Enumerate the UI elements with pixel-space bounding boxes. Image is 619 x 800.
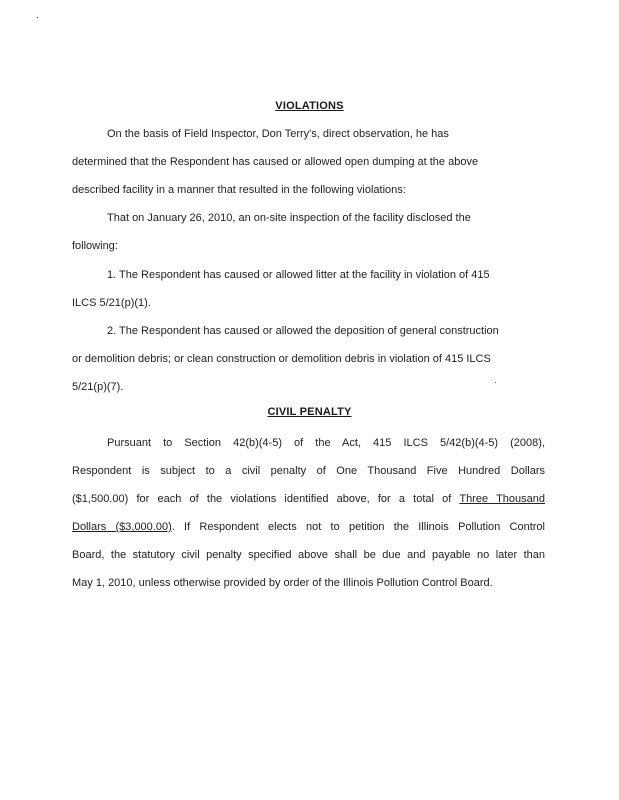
penalty-line-1: Pursuant to Section 42(b)(4-5) of the Act, 415 ILCS 5/42(b)(4-5) (2008),: [107, 437, 545, 449]
scan-speck: [37, 17, 38, 18]
penalty-line-3: [72, 492, 545, 506]
inspection-line-2: following:: [72, 240, 118, 252]
scan-speck: [495, 382, 496, 383]
penalty-line-4: [72, 520, 545, 534]
penalty-line-2: Respondent is subject to a civil penalty of One Thousand Five Hundred Dollars: [72, 465, 545, 477]
penalty-line-5: Board, the statutory civil penalty specified above shall be due and payable no later than: [72, 549, 545, 561]
violations-heading: VIOLATIONS: [275, 100, 344, 112]
penalty-line-6: May 1, 2010, unless otherwise provided by order of the Illinois Pollution Control Board.: [72, 577, 493, 589]
item2-line-1: 2. The Respondent has caused or allowed the deposition of general construction: [107, 325, 499, 337]
item1-line-2: ILCS 5/21(p)(1).: [72, 297, 151, 309]
intro-line-2: determined that the Respondent has caused or allowed open dumping at the above: [72, 156, 479, 168]
inspection-line-1: That on January 26, 2010, an on-site inspection of the facility disclosed the: [107, 212, 471, 224]
civil-penalty-heading: CIVIL PENALTY: [267, 406, 352, 418]
penalty-line-4-text: . If Respondent elects not to petition the Illinois Pollution Control: [171, 521, 545, 533]
item2-line-3: 5/21(p)(7).: [72, 381, 124, 393]
total-penalty-amount: Dollars ($3,000.00): [72, 521, 172, 533]
intro-line-3: described facility in a manner that resulted in the following violations:: [72, 184, 406, 196]
item2-line-2: or demolition debris; or clean construction or demolition debris in violation of 415 ILCS: [72, 353, 491, 365]
item1-line-1: 1. The Respondent has caused or allowed litter at the facility in violation of 415: [107, 269, 490, 281]
total-penalty-words: Three Thousand: [459, 493, 545, 505]
intro-line-1: On the basis of Field Inspector, Don Terry's, direct observation, he has: [107, 128, 449, 140]
penalty-line-3-text: ($1,500.00) for each of the violations identified above, for a total of: [72, 493, 460, 505]
